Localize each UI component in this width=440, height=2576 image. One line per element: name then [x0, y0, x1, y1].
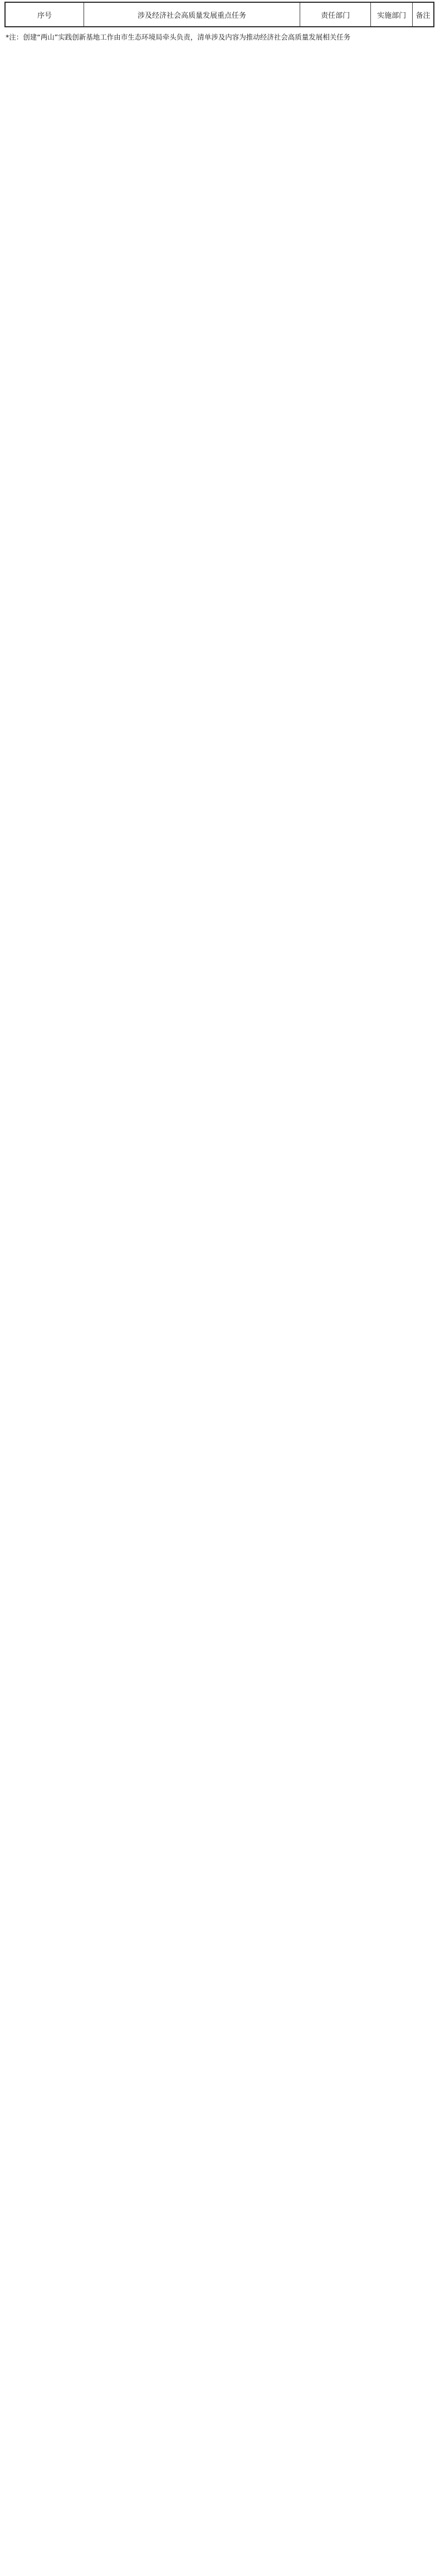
header-seq: 序号: [5, 2, 84, 27]
header-note: 备注: [413, 2, 434, 27]
header-resp: 责任部门: [300, 2, 370, 27]
document-page: [0, 0, 440, 43]
header-task: 涉及经济社会高质量发展重点任务: [84, 2, 300, 27]
table-header-row: [5, 2, 434, 27]
task-table: [4, 2, 434, 27]
footnote: *注：创建“两山”实践创新基地工作由市生态环境局牵头负责，清单涉及内容为推动经济社会高质量发展相关任务: [6, 33, 351, 41]
header-impl: 实施部门: [371, 2, 413, 27]
